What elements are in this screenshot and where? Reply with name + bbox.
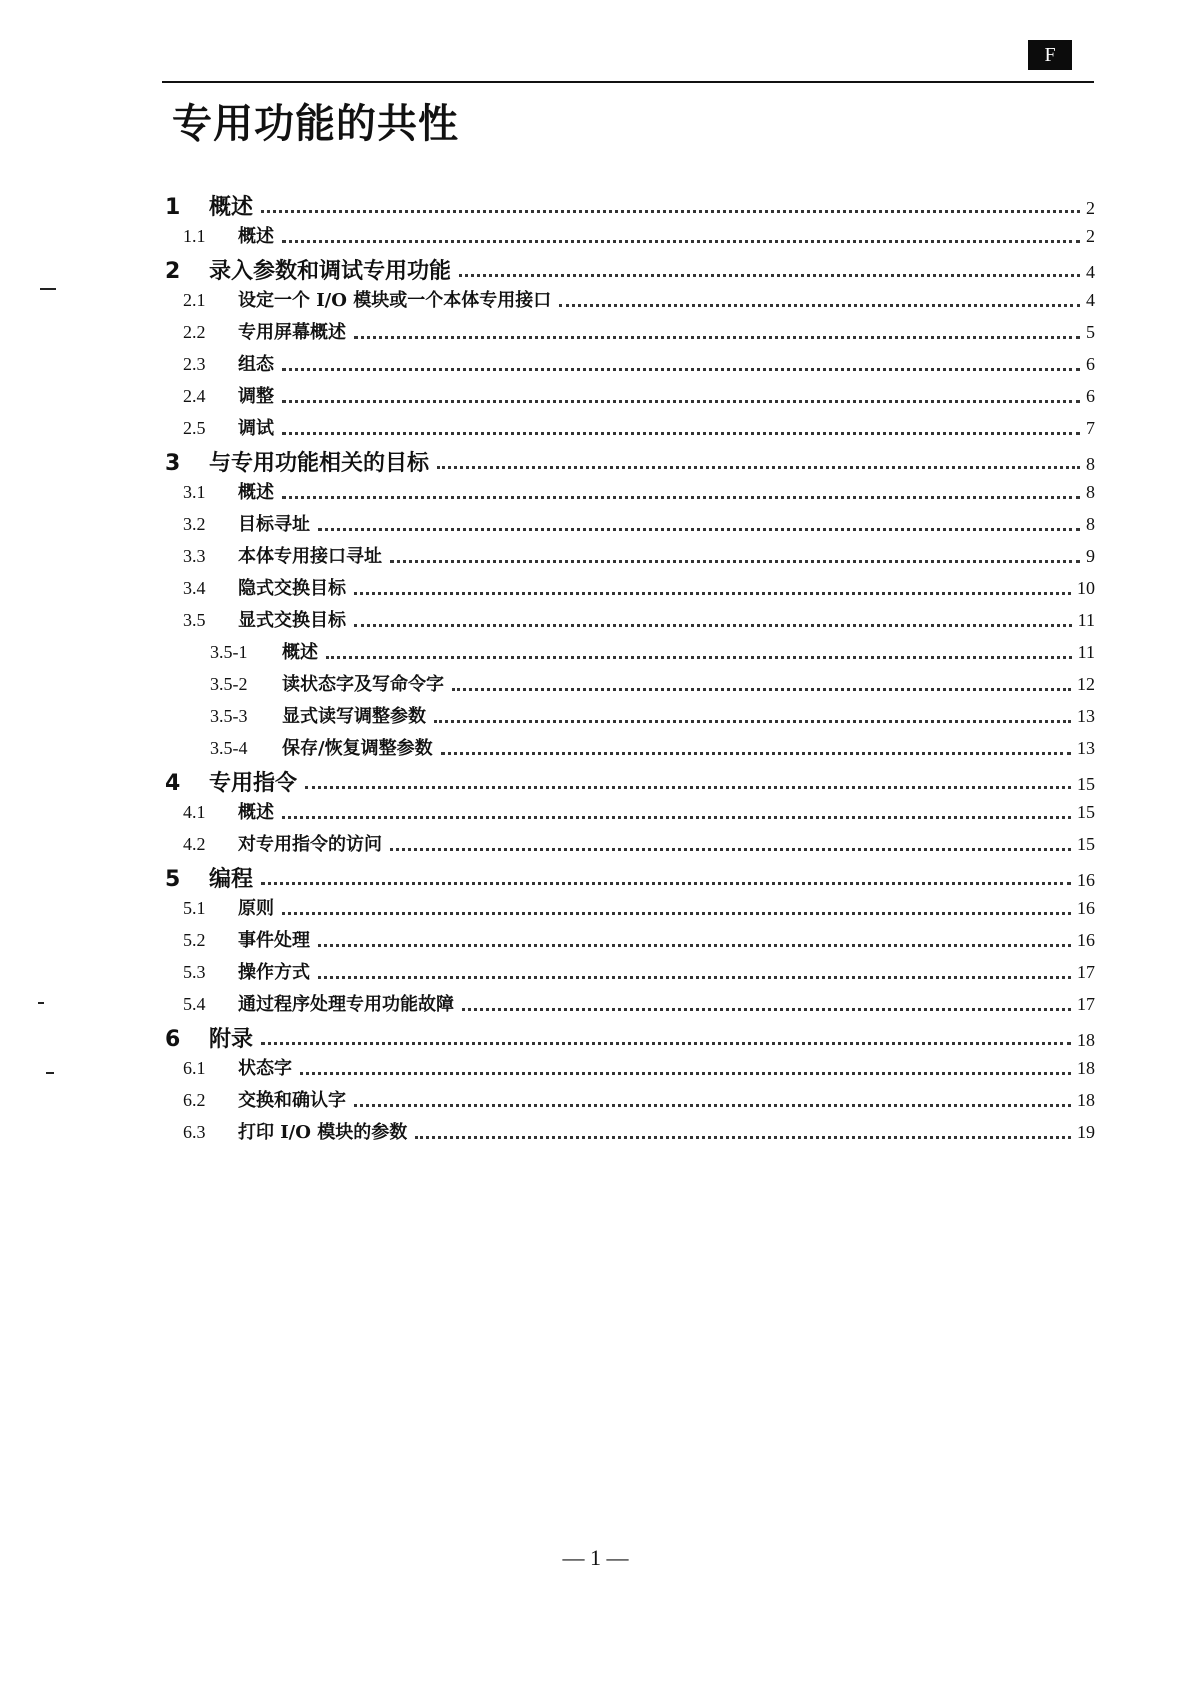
toc-entry-page: 4 xyxy=(1086,290,1095,310)
dot-leader xyxy=(261,882,1071,885)
dot-leader xyxy=(459,274,1080,277)
toc-entry-number: 6.2 xyxy=(183,1090,206,1110)
toc-entry xyxy=(165,254,1095,285)
toc-entry-page: 9 xyxy=(1086,546,1095,566)
dot-leader xyxy=(282,368,1080,371)
toc-entry-page: 4 xyxy=(1086,262,1095,282)
toc-entry-page: 8 xyxy=(1086,514,1095,534)
toc-entry-label: 调试 xyxy=(238,418,274,439)
dot-leader xyxy=(354,1104,1071,1107)
toc-entry-number: 5.4 xyxy=(183,994,206,1014)
toc-entry-label: 保存/恢复调整参数 xyxy=(282,738,433,759)
toc-entry-label: 操作方式 xyxy=(238,962,310,983)
toc-entry-number: 1.1 xyxy=(183,226,206,246)
dot-leader xyxy=(559,304,1080,307)
toc-entry-number: 2.5 xyxy=(183,418,206,438)
toc-entry-page: 18 xyxy=(1077,1090,1095,1110)
toc-entry-number: 3.2 xyxy=(183,514,206,534)
dot-leader xyxy=(390,560,1080,563)
dot-leader xyxy=(305,786,1071,789)
toc-entry-number: 2.4 xyxy=(183,386,206,406)
toc-entry-label: 概述 xyxy=(238,226,274,247)
toc-entry xyxy=(183,1054,1095,1080)
toc-entry-number: 4.2 xyxy=(183,834,206,854)
scan-artifact-mark xyxy=(40,288,56,290)
toc-entry-label: 交换和确认字 xyxy=(238,1090,346,1111)
toc-entry-label: 与专用功能相关的目标 xyxy=(209,451,430,476)
toc-entry-page: 11 xyxy=(1077,642,1095,662)
toc-entry xyxy=(210,670,1095,696)
toc-entry-page: 13 xyxy=(1077,738,1095,758)
toc-entry-page: 6 xyxy=(1086,386,1095,406)
toc-entry xyxy=(183,350,1095,376)
toc-entry-number: 3.1 xyxy=(183,482,206,502)
toc-entry-label: 对专用指令的访问 xyxy=(238,834,382,855)
toc-entry-number: 3.5-2 xyxy=(210,674,248,694)
toc-entry-page: 15 xyxy=(1077,774,1095,794)
dot-leader xyxy=(452,688,1071,691)
toc-entry xyxy=(210,734,1095,760)
toc-entry-label: 原则 xyxy=(238,898,274,919)
scan-artifact-mark xyxy=(38,1002,44,1004)
toc-entry xyxy=(183,798,1095,824)
dot-leader xyxy=(437,466,1080,469)
toc-entry-label: 专用指令 xyxy=(209,771,298,796)
toc-entry xyxy=(183,830,1095,856)
toc-entry-label: 状态字 xyxy=(238,1058,292,1079)
toc-entry-page: 18 xyxy=(1077,1030,1095,1050)
toc-entry-number: 3.4 xyxy=(183,578,206,598)
toc-entry xyxy=(210,638,1095,664)
toc-entry-number: 3.5-1 xyxy=(210,642,248,662)
scan-artifact-mark xyxy=(46,1072,54,1074)
toc-entry-label: 显式读写调整参数 xyxy=(282,706,426,727)
toc-entry-page: 17 xyxy=(1077,994,1095,1014)
toc-entry-number: 6 xyxy=(165,1027,181,1052)
toc-entry-label: 目标寻址 xyxy=(238,514,310,535)
toc-entry-page: 11 xyxy=(1077,610,1095,630)
toc-entry-number: 3.5-3 xyxy=(210,706,248,726)
toc-entry-number: 3 xyxy=(165,451,181,476)
toc-entry-label: 事件处理 xyxy=(238,930,310,951)
toc-entry-number: 3.5-4 xyxy=(210,738,248,758)
toc-entry-number: 6.3 xyxy=(183,1122,206,1142)
toc-entry-label: 录入参数和调试专用功能 xyxy=(209,259,452,284)
toc-entry-page: 5 xyxy=(1086,322,1095,342)
toc-entry-page: 16 xyxy=(1077,898,1095,918)
toc-entry xyxy=(183,926,1095,952)
dot-leader xyxy=(282,432,1080,435)
toc-entry-number: 2.2 xyxy=(183,322,206,342)
toc-entry-label: 打印 I/O 模块的参数 xyxy=(238,1122,408,1143)
dot-leader xyxy=(282,400,1080,403)
dot-leader xyxy=(318,944,1071,947)
toc-entry-number: 4.1 xyxy=(183,802,206,822)
toc-entry-page: 17 xyxy=(1077,962,1095,982)
toc-entry-page: 8 xyxy=(1086,454,1095,474)
toc-entry-number: 2 xyxy=(165,259,181,284)
dot-leader xyxy=(261,210,1080,213)
toc-entry-number: 6.1 xyxy=(183,1058,206,1078)
toc-entry xyxy=(210,702,1095,728)
toc-entry-label: 编程 xyxy=(209,867,254,892)
toc-entry-page: 13 xyxy=(1077,706,1095,726)
toc-entry-number: 5.3 xyxy=(183,962,206,982)
toc-entry-label: 专用屏幕概述 xyxy=(238,322,346,343)
toc-entry xyxy=(183,574,1095,600)
toc-entry-label: 概述 xyxy=(282,642,318,663)
toc-entry-label: 调整 xyxy=(238,386,274,407)
toc-entry-label: 概述 xyxy=(209,195,254,220)
toc-entry-label: 显式交换目标 xyxy=(238,610,346,631)
toc-entry-number: 1 xyxy=(165,195,181,220)
toc-entry-label: 概述 xyxy=(238,802,274,823)
dot-leader xyxy=(282,912,1071,915)
dot-leader xyxy=(326,656,1072,659)
dot-leader xyxy=(282,496,1080,499)
dot-leader xyxy=(261,1042,1071,1045)
toc-entry xyxy=(183,894,1095,920)
toc-entry-label: 读状态字及写命令字 xyxy=(282,674,444,695)
toc-entry-page: 7 xyxy=(1086,418,1095,438)
toc-entry-page: 2 xyxy=(1086,226,1095,246)
toc-entry-page: 6 xyxy=(1086,354,1095,374)
toc-entry-number: 4 xyxy=(165,771,181,796)
toc-entry-number: 5.2 xyxy=(183,930,206,950)
toc-entry-page: 2 xyxy=(1086,198,1095,218)
toc-entry xyxy=(183,414,1095,440)
toc-entry xyxy=(183,542,1095,568)
toc-entry-label: 本体专用接口寻址 xyxy=(238,546,382,567)
toc-entry xyxy=(183,510,1095,536)
section-tab: F xyxy=(1028,40,1072,70)
toc-entry xyxy=(183,382,1095,408)
toc-entry-number: 3.3 xyxy=(183,546,206,566)
dot-leader xyxy=(462,1008,1071,1011)
page-title: 专用功能的共性 xyxy=(172,101,459,147)
toc-entry-page: 15 xyxy=(1077,834,1095,854)
toc-entry xyxy=(183,990,1095,1016)
toc-entry-page: 16 xyxy=(1077,870,1095,890)
dot-leader xyxy=(318,528,1080,531)
toc-entry xyxy=(183,1118,1095,1144)
toc-entry-label: 概述 xyxy=(238,482,274,503)
dot-leader xyxy=(390,848,1071,851)
toc-entry xyxy=(165,190,1095,221)
toc-entry-number: 2.3 xyxy=(183,354,206,374)
toc-entry xyxy=(183,478,1095,504)
toc-entry-label: 通过程序处理专用功能故障 xyxy=(238,994,454,1015)
toc-entry-page: 19 xyxy=(1077,1122,1095,1142)
toc-entry xyxy=(183,318,1095,344)
toc-entry-label: 附录 xyxy=(209,1027,254,1052)
dot-leader xyxy=(318,976,1071,979)
toc-entry xyxy=(165,862,1095,893)
dot-leader xyxy=(441,752,1071,755)
toc-entry-number: 5 xyxy=(165,867,181,892)
dot-leader xyxy=(300,1072,1071,1075)
toc-entry-number: 3.5 xyxy=(183,610,206,630)
toc-entry xyxy=(183,222,1095,248)
dot-leader xyxy=(282,240,1080,243)
toc-entry xyxy=(165,1022,1095,1053)
toc-entry xyxy=(165,766,1095,797)
toc-entry-page: 10 xyxy=(1077,578,1095,598)
toc-entry xyxy=(183,606,1095,632)
toc-entry-page: 15 xyxy=(1077,802,1095,822)
toc-entry-number: 5.1 xyxy=(183,898,206,918)
dot-leader xyxy=(354,592,1071,595)
toc-entry-page: 18 xyxy=(1077,1058,1095,1078)
toc-entry xyxy=(165,446,1095,477)
toc-entry-label: 设定一个 I/O 模块或一个本体专用接口 xyxy=(238,290,552,311)
toc-entry-page: 16 xyxy=(1077,930,1095,950)
toc-entry-page: 8 xyxy=(1086,482,1095,502)
page-number: — 1 — xyxy=(562,1545,629,1570)
toc-entry xyxy=(183,1086,1095,1112)
dot-leader xyxy=(354,336,1080,339)
toc-entry xyxy=(183,286,1095,312)
dot-leader xyxy=(354,624,1072,627)
toc-entry-label: 隐式交换目标 xyxy=(238,578,346,599)
dot-leader xyxy=(415,1136,1071,1139)
dot-leader xyxy=(434,720,1071,723)
toc-entry-page: 12 xyxy=(1077,674,1095,694)
toc-entry-label: 组态 xyxy=(238,354,274,375)
dot-leader xyxy=(282,816,1071,819)
toc-entry xyxy=(183,958,1095,984)
toc-entry-number: 2.1 xyxy=(183,290,206,310)
